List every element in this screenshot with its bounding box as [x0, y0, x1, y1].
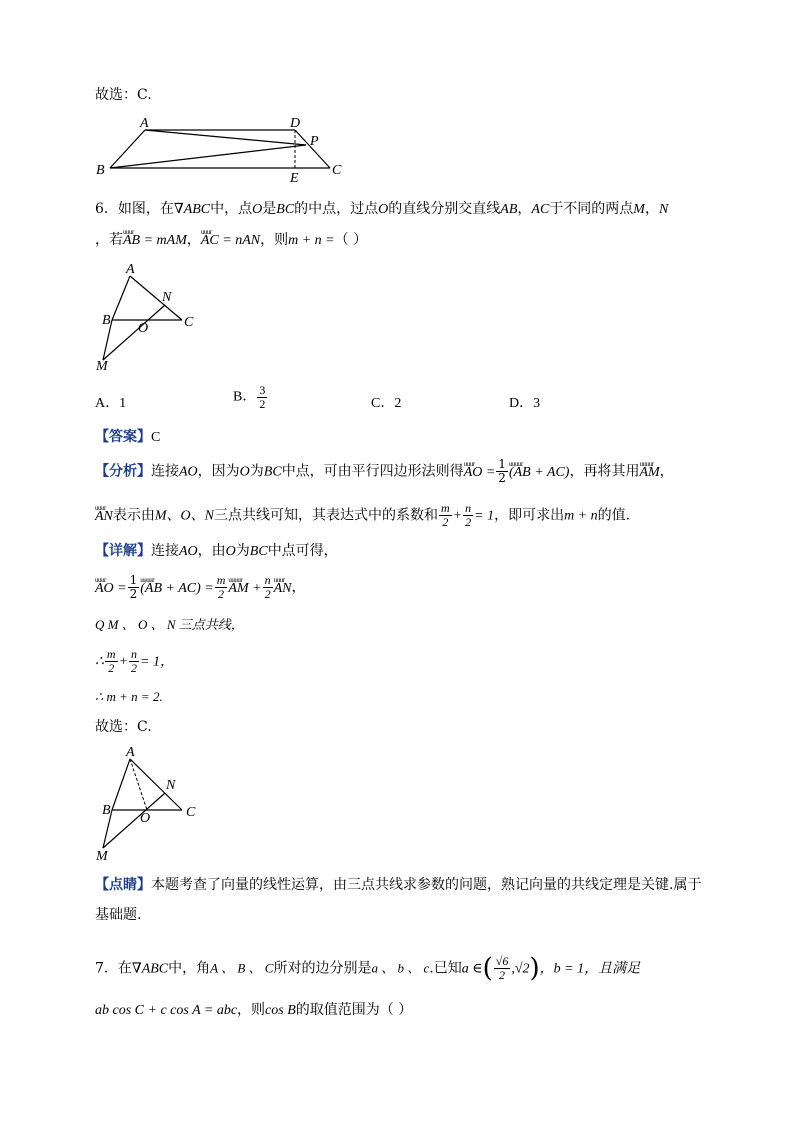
label-A: A: [126, 262, 135, 277]
label-C: C: [332, 163, 342, 178]
label-C: C: [186, 805, 196, 820]
label-A: A: [140, 116, 149, 131]
detail-line3: Q M 、 O 、 N 三点共线，: [95, 617, 244, 632]
analysis-line1: 【分析】连接AO，因为O为BC中点，可由平行四边形法则得uuur AO = $\frac{1}{2}$ uuuur (AB + AC)，再将其用uuuur AM，: [95, 458, 674, 485]
detail-equation: uuur AO = $\frac{1}{2}$ uuuur (AB + AC) = $\frac{m}{2}$ uuuur AM + $\frac{n}{2}$ uuur AN，: [95, 574, 305, 601]
label-N: N: [162, 290, 172, 305]
label-B: B: [96, 163, 105, 178]
option-c[interactable]: C．2: [371, 396, 402, 411]
label-B: B: [102, 313, 111, 328]
label-M: M: [96, 359, 108, 374]
q6-line1: 6．如图，在∇ABC中，点O是BC的中点，过点O的直线分别交直线AB，AC于不同的两点M，N: [95, 201, 669, 217]
label-C: C: [184, 315, 194, 330]
answer-choice-line: 故选：C.: [95, 87, 152, 103]
answer-line: 【答案】C: [95, 429, 161, 445]
detail-line1: 【详解】连接AO，由O为BC中点可得，: [95, 543, 338, 559]
comment-line1: 【点睛】本题考查了向量的线性运算，由三点共线求参数的问题，熟记向量的共线定理是关键.属于: [95, 877, 702, 893]
label-N: N: [166, 778, 176, 793]
triangle-figure-solution: [90, 744, 210, 864]
comment-line2: 基础题.: [95, 907, 142, 923]
label-D: D: [290, 116, 301, 131]
label-A: A: [126, 745, 135, 760]
q6-line2: ，若uuur AB = mAM，uuur AC = nAN，则m + n =（ ）: [95, 231, 367, 250]
label-O: O: [140, 811, 151, 826]
detail-line4: ∴ $\frac{m}{2}$ + $\frac{n}{2}$ = 1，: [95, 647, 174, 675]
label-B: B: [102, 803, 111, 818]
q7-line2: ab cos C + c cos A = abc，则cos B的取值范围为（ ）: [95, 1002, 413, 1018]
trapezoid-figure: [90, 112, 360, 187]
answer-choice-line-2: 故选：C.: [95, 719, 152, 735]
label-E: E: [290, 171, 299, 186]
label-M: M: [96, 849, 108, 864]
q7-line1: 7．在∇ABC中，角A 、 B 、 C所对的边分别是a 、 b 、 c.已知a ∈( $\frac{√6}{2}$ ,√2)，b = 1，且满足: [95, 953, 641, 984]
label-O: O: [138, 321, 149, 336]
analysis-line2: uuur AN表示由M、O、N三点共线可知，其表达式中的系数和 $\frac{m}{2}$ + $\frac{n}{2}$ = 1，即可求出m + n的值.: [95, 502, 630, 529]
label-P: P: [310, 134, 319, 149]
detail-line5: ∴ m + n = 2.: [95, 689, 163, 704]
option-b[interactable]: B． $\frac{3}{2}$: [233, 383, 266, 411]
option-d[interactable]: D．3: [509, 396, 541, 411]
option-a[interactable]: A．1: [95, 396, 127, 411]
triangle-figure-q6: [90, 262, 210, 374]
